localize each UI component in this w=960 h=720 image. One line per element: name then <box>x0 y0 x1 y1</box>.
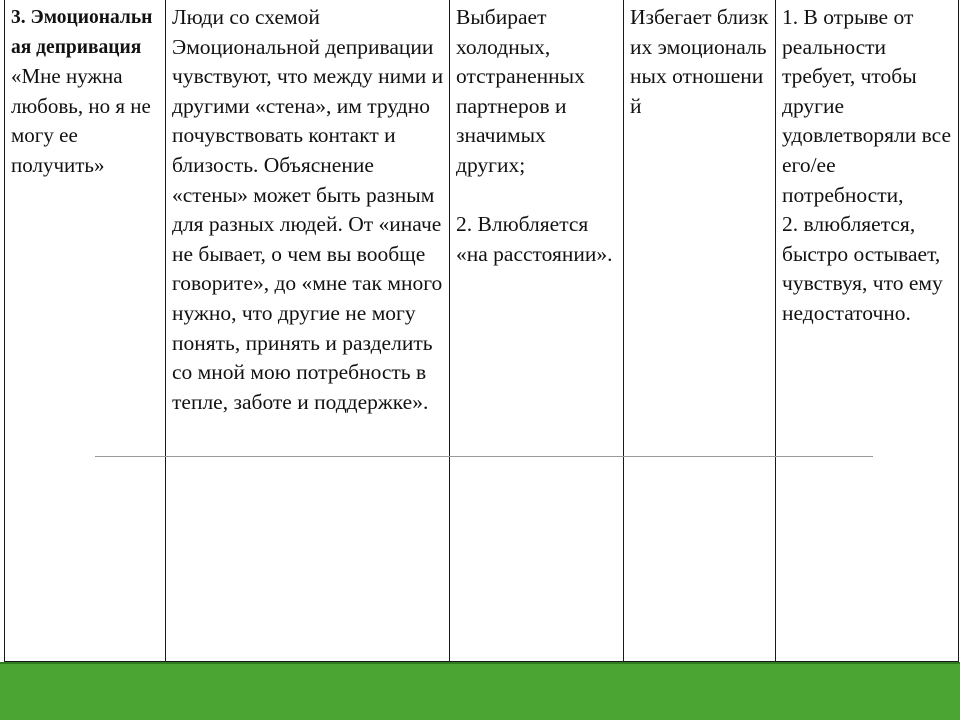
surrender-cell <box>450 0 624 662</box>
schema-name-cell <box>5 0 166 662</box>
description-text: Люди со схемой Эмоциональной депривации чувствуют, что между ними и другими «стена», им трудно почувствовать контакт и близость. Объяснение «стены» может быть разным для разных людей. От «иначе не бывает, о чем вы вообще говорите», до «мне так много нужно, что другие не могу понять, принять и разделить со мной мою потребность в тепле, заботе и поддержке». <box>172 5 444 414</box>
avoidance-text: Избегает близких эмоциональных отношений <box>630 5 769 118</box>
description-cell <box>166 0 450 662</box>
footer-band <box>0 664 960 720</box>
avoidance-cell <box>624 0 776 662</box>
horizontal-guide-line <box>95 456 873 457</box>
surrender-text: Выбирает холодных, отстраненных партнеров и значимых других; 2. Влюбляется «на расстоянии». <box>456 5 613 266</box>
schema-title: 3. Эмоциональная депривация <box>11 7 153 58</box>
schema-quote: «Мне нужна любовь, но я не могу ее получить» <box>11 64 151 177</box>
overcompensation-text: 1. В отрыве от реальности требует, чтобы другие удовлетворяли все его/ее потребности, 2. влюбляется, быстро остывает, чувствуя, что ему недостаточно. <box>782 5 951 325</box>
overcompensation-cell <box>776 0 959 662</box>
table-row <box>5 0 959 662</box>
schema-table <box>4 0 959 662</box>
